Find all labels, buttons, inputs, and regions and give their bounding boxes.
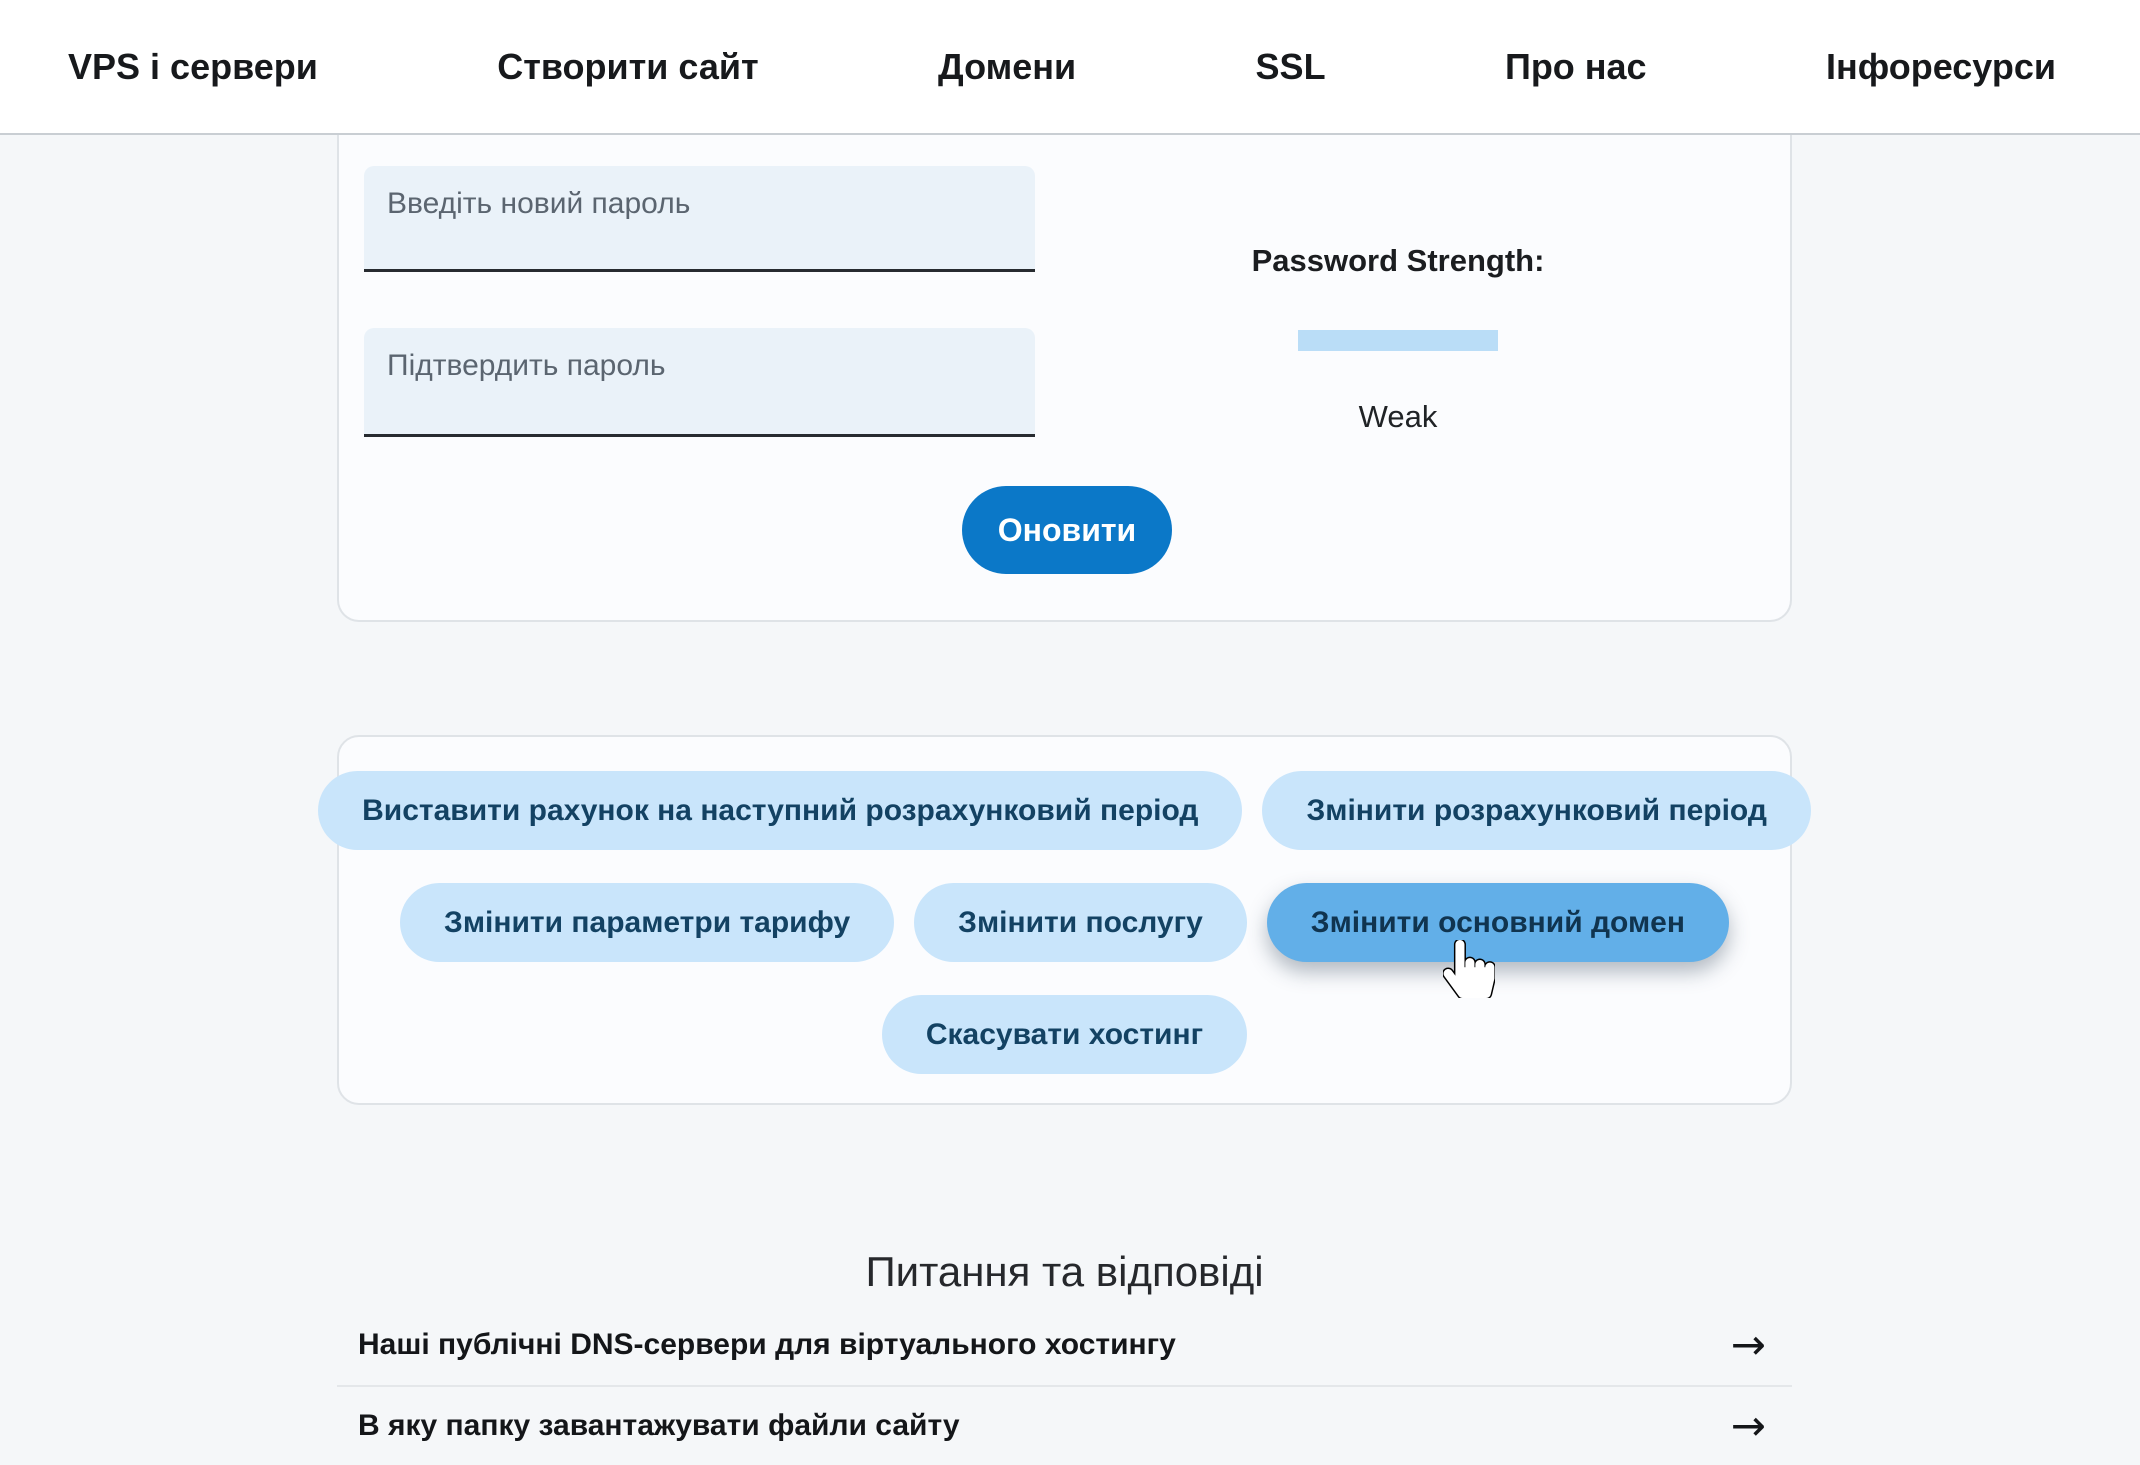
password-strength-value: Weak — [1358, 399, 1438, 434]
actions-row-3 — [882, 995, 1247, 1074]
faq-item-dns-servers[interactable] — [337, 1305, 1792, 1385]
action-invoice-next-period-button[interactable]: Виставити рахунок на наступний розрахунковий період — [318, 771, 1242, 850]
new-password-input[interactable] — [364, 166, 1035, 272]
faq-question: В яку папку завантажувати файли сайту — [358, 1409, 960, 1442]
action-change-main-domain-button[interactable]: Змінити основний домен — [1267, 883, 1729, 962]
arrow-right-icon[interactable]: → — [1730, 1401, 1766, 1450]
actions-row-2 — [400, 883, 1729, 962]
nav-item-inforesources[interactable]: Інфоресурси — [1825, 45, 2056, 87]
faq-item-upload-folder[interactable] — [337, 1385, 1792, 1465]
nav-item-ssl[interactable]: SSL — [1255, 45, 1326, 87]
action-change-billing-period-button[interactable]: Змінити розрахунковий період — [1262, 771, 1810, 850]
nav-item-about-us[interactable]: Про нас — [1504, 45, 1647, 87]
action-change-tariff-params-button[interactable]: Змінити параметри тарифу — [400, 883, 894, 962]
service-actions-card — [337, 735, 1792, 1105]
new-password-placeholder: Введіть новий пароль — [387, 187, 691, 220]
action-change-service-button[interactable]: Змінити послугу — [914, 883, 1247, 962]
faq-question: Наші публічні DNS-сервери для віртуального хостингу — [358, 1328, 1176, 1361]
password-change-card — [337, 135, 1792, 622]
actions-row-1 — [318, 771, 1811, 850]
faq-section-title: Питання та відповіді — [865, 1247, 1264, 1295]
faq-list — [337, 1305, 1792, 1465]
arrow-right-icon[interactable]: → — [1730, 1320, 1766, 1369]
confirm-password-placeholder: Підтвердить пароль — [387, 349, 666, 382]
password-strength-title: Password Strength: — [1251, 243, 1545, 278]
update-password-button[interactable]: Оновити — [962, 486, 1172, 574]
confirm-password-input[interactable] — [364, 328, 1035, 437]
nav-item-create-site[interactable]: Створити сайт — [497, 45, 759, 87]
password-strength-bar — [1298, 330, 1498, 351]
nav-item-domains[interactable]: Домени — [938, 45, 1077, 87]
top-nav — [0, 0, 2140, 135]
action-cancel-hosting-button[interactable]: Скасувати хостинг — [882, 995, 1247, 1074]
nav-item-vps-servers[interactable]: VPS і сервери — [68, 45, 318, 87]
